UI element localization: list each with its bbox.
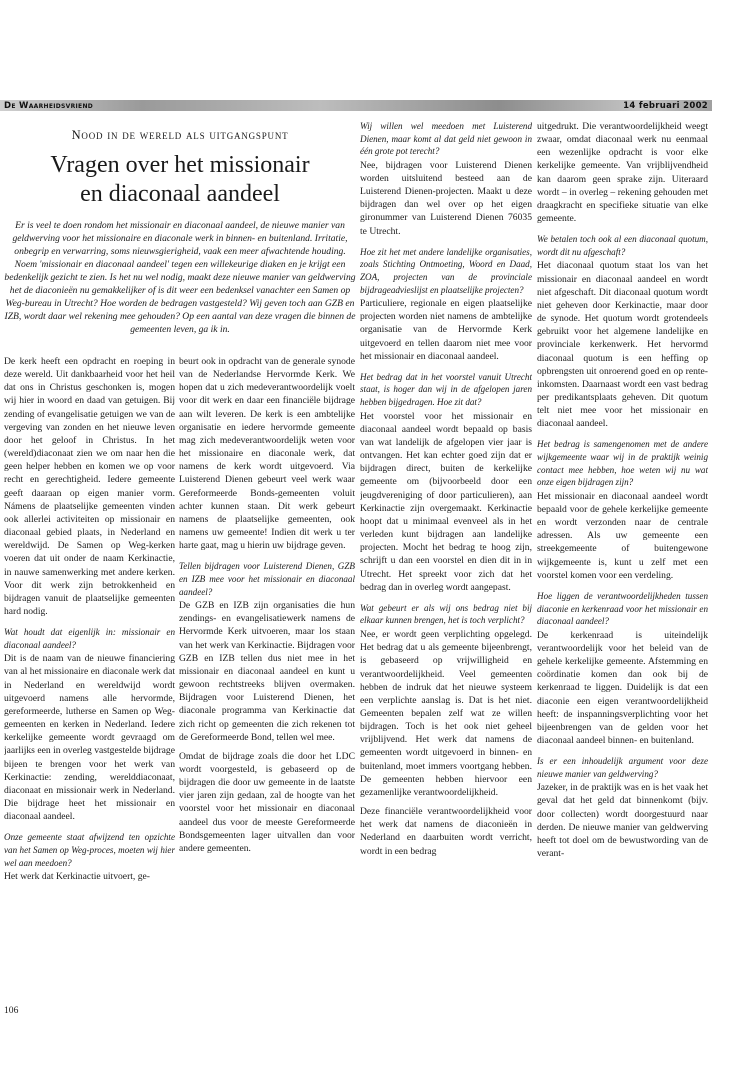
intro-paragraph: Er is veel te doen rondom het missionair en diaconaal aandeel, de nieuwe manier van geldwerving voor het missionaire en diaconale werk in binnen- en buitenland. Irritatie, onbegrip en verwarring, soms nieuwsgierigheid, vaak een meer afwachtende houding. Noem 'missionair en diaconaal aandeel' tegen een willekeurige diaken en je krijgt een bedenkelijk gezicht te zien. Is het nu wel nodig, maakt deze nieuwe manier van geldwerving het de diaconieën nu gemakkelijker of is dit weer een bedenksel vanachter een Samen op Weg-bureau in Utrecht? Hoe worden de bedragen vastgesteld? Wij geven toch aan GZB en IZB, wordt daar wel rekening mee gehouden? Op een aantal van deze vragen die binnen de gemeenten leven, ga ik in. [4, 220, 356, 335]
paragraph: Deze financiële verantwoordelijkheid voor het werk dat namens de diaconieën in Nederland en daarbuiten wordt verricht, wordt in een bedrag [360, 806, 532, 857]
question-heading: Onze gemeente staat afwijzend ten opzichte van het Samen op Weg-proces, moeten wij hier wel aan meedoen? [4, 832, 175, 868]
kicker: Nood in de wereld als uitgangspunt [71, 128, 289, 142]
header-band [0, 100, 712, 111]
paragraph: Het diaconaal quotum staat los van het missionair en diaconaal aandeel en wordt niet afgeschaft. Dit diaconaal quotum wordt niet geheven door Kerkinactie, maar door de synode. Het quotum wordt grotendeels gebruikt voor het algemene landelijke en provinciale kerkenwerk. Het hervormd diaconaal quotum is een heffing op opbrengsten uit onroerend goed en op rente-inkomsten. Daarnaast wordt een vast bedrag per predikantsplaats geheven. Dit quotum telt niet mee voor het missionair en diaconaal aandeel. [537, 260, 708, 430]
column-1 [4, 355, 175, 1020]
paragraph: Het missionair en diaconaal aandeel wordt bepaald voor de gehele kerkelijke gemeente en wordt verzonden naar de centrale adressen. Als uw gemeente een streekgemeente of buitengewone wijkgemeente is, kunt u zelf met een voorstel komen voor een verdeling. [537, 490, 708, 581]
paragraph: Nee, er wordt geen verplichting opgelegd. Het bedrag dat u als gemeente bijeenbrengt, is gebaseerd op vrijwilligheid en verantwoordelijkheid. Veel gemeenten hebben de indruk dat het nieuwe systeem een verplichte aanslag is. Dat is het niet. Gemeenten bepalen zelf wat ze willen bijdragen. Toch is het ook niet geheel vrijblijvend. Het werk dat namens de gemeenten wordt uitgevoerd in binnen- en buitenland, moet immers voortgang hebben. De gemeenten hebben hiervoor een gezamenlijke verantwoordelijkheid. [360, 629, 532, 798]
headline-line-1: Vragen over het missionair [50, 152, 310, 178]
paragraph: Nee, bijdragen voor Luisterend Dienen worden uitsluitend besteed aan de Luisterend Dienen-projecten. Maakt u deze bijdragen dan wel over op het eigen gironummer van Luisterend Dienen 76035 te Utrecht. [360, 159, 532, 237]
paragraph: beurt ook in opdracht van de generale synode van de Nederlandse Hervormde Kerk. We hopen dat u zich medeverantwoordelijk voelt voor dit werk en daar een financiële bijdrage aan wilt leveren. De kerk is een ambtelijke organisatie en iedere hervormde gemeente mag zich medeverantwoordelijk weten voor het missionaire en diaconale werk, dat namens de kerk wordt uitgevoerd. Via Luisterend Dienen gebeurt veel werk waar Gereformeerde Bonds-gemeenten voluit achter kunnen staan. Dit werk gebeurt namens de plaatselijke gemeenten, ook namens uw gemeente! Indien dit werk u ter harte gaat, mag u hierin uw bijdrage geven. [179, 356, 355, 552]
question-heading: Is er een inhoudelijk argument voor deze nieuwe manier van geldwerving? [537, 756, 708, 779]
question-heading: Tellen bijdragen voor Luisterend Dienen, GZB en IZB mee voor het missionair en diaconaal aandeel? [179, 561, 355, 597]
column-3 [360, 120, 532, 1050]
question-heading: Wat houdt dat eigenlijk in: missionair en diaconaal aandeel? [4, 627, 175, 650]
question-heading: Het bedrag dat in het voorstel vanuit Utrecht staat, is hoger dan wij in de afgelopen jaren hebben bijgedragen. Hoe zit dat? [360, 371, 532, 408]
headline-line-2: en diaconaal aandeel [80, 181, 280, 207]
paragraph: Het voorstel voor het missionair en diaconaal aandeel wordt bepaald op basis van wat landelijk de afgelopen vier jaar is ontvangen. Het kan echter goed zijn dat er bijdragen direct, buiten de kerkelijke gemeente om (bijvoorbeeld door een jeugdvereniging of door particulieren), aan Kerkinactie zijn overgemaakt. Kerkinactie hoopt dat u minimaal evenveel als in het verleden kunt bijdragen aan landelijke projecten. Mocht het bedrag te hoog zijn, schrijft u dan een voorstel en dien dit in in Utrecht. Het spreekt voor zich dat het bedrag dan in overleg wordt aangepast. [360, 410, 532, 593]
page-number: 106 [4, 1005, 19, 1016]
question-heading: Wat gebeurt er als wij ons bedrag niet bij elkaar kunnen brengen, het is toch verplicht? [360, 602, 532, 626]
paragraph: De GZB en IZB zijn organisaties die hun zendings- en evangelisatiewerk namens de Hervormde Kerk uitvoeren, maar los staan van het werk van Kerkinactie. Bijdragen voor GZB en IZB tellen dus niet mee in het missionair en diaconaal aandeel en kunt u gewoon rechtstreeks blijven overmaken. Bijdragen voor Luisterend Dienen, het diaconale programma van Kerkinactie dat zich richt op gemeenten die zich rekenen tot de Gereformeerde Bond, tellen wel mee. [179, 600, 355, 743]
paragraph: Particuliere, regionale en eigen plaatselijke projecten worden niet namens de ambtelijke organisatie van de Hervormde Kerk uitgevoerd en tellen daarom niet mee voor het missionair en diaconaal aandeel. [360, 298, 532, 362]
question-heading: Het bedrag is samengenomen met de andere wijkgemeente waar wij in de praktijk weinig contact mee hebben, hoe weten wij nu wat onze eigen bijdragen zijn? [537, 439, 708, 488]
question-heading: Hoe liggen de verantwoordelijkheden tussen diaconie en kerkenraad voor het missionair en diaconaal aandeel? [537, 590, 708, 627]
headline [4, 151, 356, 209]
question-heading: Hoe zit het met andere landelijke organisaties, zoals Stichting Ontmoeting, Woord en Daad, ZOA, projecten van de provinciale bijdrageadvieslijst en plaatselijke projecten? [360, 246, 532, 295]
column-2 [179, 355, 355, 1015]
paragraph: De kerk heeft een opdracht en roeping in deze wereld. Uit dankbaarheid voor het heil dat ons in Christus geschonken is, mogen wij hier in woord en daad van getuigen. Bij zending of evangelisatie getuigen we van de vergeving van zonden en het nieuwe leven door het geloof in Christus. In het (wereld)diaconaat zien we om naar hen die geen helper hebben en komen we op voor recht en gerechtigheid. Iedere gemeente geeft daaraan op eigen manier vorm. Námens de plaatselijke gemeenten vinden ook allerlei activiteiten op missionair en diaconaal gebied plaats, in Nederland en wereldwijd. De Samen op Weg-kerken voeren dat uit onder de naam Kerkinactie, in nauwe samenwerking met andere kerken. Voor dit werk zijn betrokkenheid en bijdragen vanuit de plaatselijke gemeenten hard nodig. [4, 356, 175, 617]
paragraph: De kerkenraad is uiteindelijk verantwoordelijk voor het beleid van de gehele kerkelijke gemeente. Afstemming en coördinatie komen dan ook bij de kerkenraad te liggen. Duidelijk is dat een diaconie een eigen verantwoordelijkheid heeft: de inspanningsverplichting voor het bijeenbrengen van de gelden voor het diaconaal aandeel binnen- en buitenland. [537, 629, 708, 746]
paragraph: Het werk dat Kerkinactie uitvoert, ge- [4, 871, 150, 883]
publication-name: De Waarheidsvriend [4, 101, 94, 111]
paragraph: uitgedrukt. Die verantwoordelijkheid weegt zwaar, omdat diaconaal werk nu eenmaal een wezenlijke opdracht is voor elke kerkelijke gemeente. Van vrijblijvendheid kan daarom geen sprake zijn. Uiteraard wordt – in overleg – rekening gehouden met draagkracht en specifieke situatie van elke gemeente. [537, 121, 708, 225]
paragraph: Jazeker, in de praktijk was en is het vaak het geval dat het geld dat binnenkomt (bijv. door collecten) wordt doorgestuurd naar derden. De nieuwe manier van geldwerving heeft tot doel om de bewustwording van de verant- [537, 782, 708, 860]
question-heading: Wij willen wel meedoen met Luisterend Dienen, maar komt al dat geld niet gewoon in één grote pot terecht? [360, 121, 532, 157]
paragraph: Omdat de bijdrage zoals die door het LDC wordt voorgesteld, is gebaseerd op de bijdragen die door uw gemeente in de laatste vier jaren zijn gedaan, zal de hoogte van het voorstel voor het missionair en diaconaal aandeel dus voor de meeste Gereformeerde Bondsgemeenten lager uitvallen dan voor andere gemeenten. [179, 750, 355, 854]
title-block [4, 128, 356, 336]
issue-date: 14 februari 2002 [623, 101, 708, 111]
question-heading: We betalen toch ook al een diaconaal quotum, wordt dit nu afgeschaft? [537, 234, 708, 257]
column-4 [537, 120, 708, 1050]
paragraph: Dit is de naam van de nieuwe financiering van al het missionaire en diaconale werk dat in Nederland en wereldwijd wordt uitgevoerd namens alle hervormde, gereformeerde, lutherse en Samen op Weg-gemeenten en kerken in Nederland. Iedere kerkelijke gemeente wordt gevraagd om jaarlijks een in overleg vastgestelde bijdrage bijeen te brengen voor het werk van Kerkinactie: zending, werelddiaconaat, diaconaat en missionair werk in Nederland. Die bijdrage heet het missionair en diaconaal aandeel. [4, 653, 175, 823]
